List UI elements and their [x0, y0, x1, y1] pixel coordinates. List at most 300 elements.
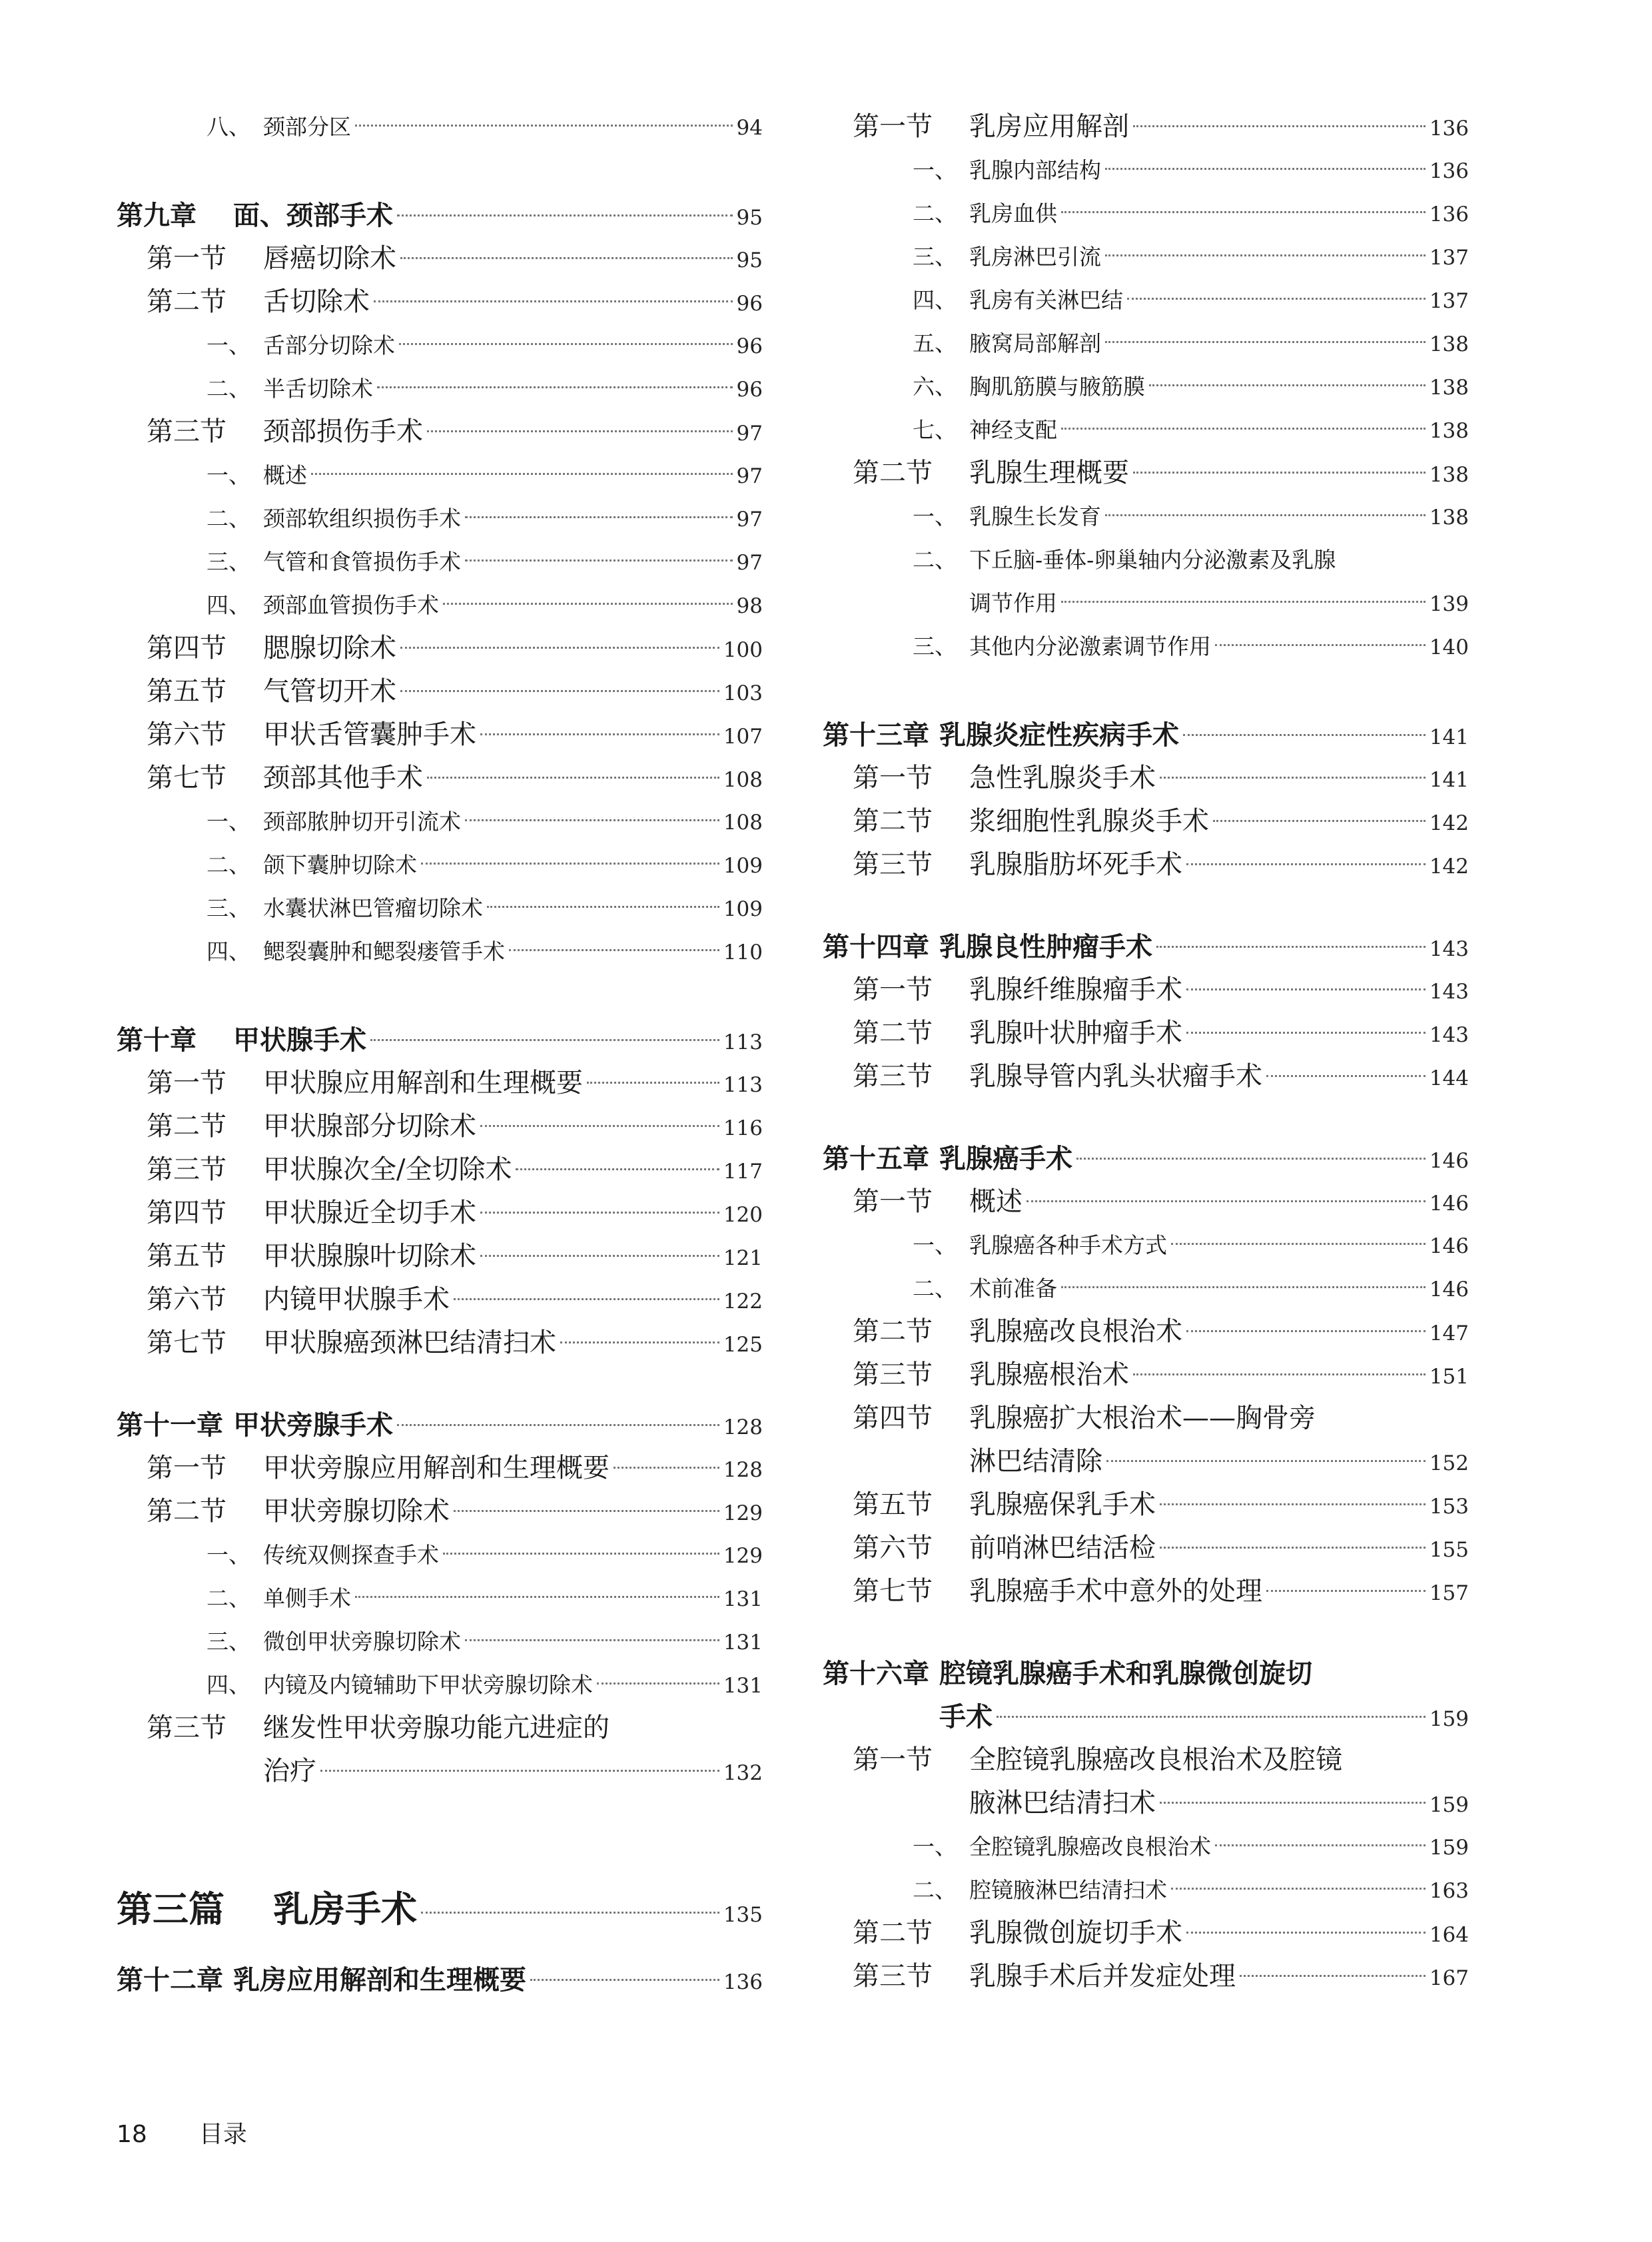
- dot-leader: [355, 1596, 719, 1598]
- toc-entry-title: 乳房有关淋巴结: [969, 287, 1123, 313]
- toc-entry-title: 乳腺良性肿瘤手术: [939, 931, 1152, 962]
- page-footer: [117, 2115, 247, 2149]
- toc-section-row: [117, 1278, 763, 1321]
- dot-leader: [1160, 1547, 1426, 1549]
- toc-section-row: [823, 800, 1469, 843]
- toc-page-number: 129: [723, 1544, 763, 1568]
- dot-leader: [587, 1082, 719, 1084]
- toc-entry-number: 第九章: [117, 200, 197, 231]
- toc-page-number: 159: [1429, 1707, 1469, 1731]
- toc-entry-title: 颌下囊肿切除术: [263, 852, 417, 878]
- toc-item-row: [823, 192, 1469, 235]
- dot-leader: [1186, 988, 1426, 990]
- toc-page-number: 164: [1429, 1923, 1469, 1947]
- dot-leader: [1105, 254, 1426, 256]
- toc-page-number: 143: [1429, 937, 1469, 961]
- toc-page-number: 125: [723, 1333, 763, 1357]
- toc-page-number: 113: [723, 1073, 763, 1097]
- toc-page-number: 167: [1429, 1966, 1469, 1990]
- toc-page-number: 159: [1429, 1793, 1469, 1817]
- dot-leader: [427, 777, 719, 779]
- toc-entry-title: 乳腺生理概要: [969, 458, 1129, 488]
- toc-entry-number: 二、: [206, 852, 250, 878]
- toc-entry-title: 舌部分切除术: [263, 332, 395, 358]
- toc-section-row: [823, 1397, 1469, 1440]
- toc-page-number: 146: [1429, 1192, 1469, 1216]
- dot-leader: [1240, 1975, 1426, 1977]
- toc-entry-title: 淋巴结清除: [969, 1446, 1102, 1477]
- toc-page-number: 141: [1429, 768, 1469, 792]
- dot-leader: [1213, 820, 1426, 822]
- toc-entry-title: 甲状腺癌颈淋巴结清扫术: [263, 1327, 556, 1358]
- toc-page-number: 107: [723, 725, 763, 749]
- toc-page-number: 146: [1429, 1149, 1469, 1173]
- toc-item-row: [823, 1267, 1469, 1310]
- dot-leader: [454, 1298, 719, 1300]
- toc-entry-number: 第三节: [147, 1712, 226, 1743]
- toc-entry-number: 一、: [913, 157, 957, 183]
- dot-leader: [516, 1168, 719, 1170]
- dot-leader: [1027, 1200, 1426, 1202]
- toc-entry-title: 乳腺癌各种手术方式: [969, 1232, 1167, 1258]
- toc-section-row: [823, 1310, 1469, 1353]
- toc-entry-number: 三、: [206, 1629, 250, 1655]
- spacer: [823, 668, 1469, 713]
- toc-page-number: 121: [723, 1246, 763, 1270]
- toc-section-row: [117, 1192, 763, 1235]
- toc-entry-title: 术前准备: [969, 1276, 1057, 1302]
- toc-entry-number: 第三节: [853, 1061, 933, 1092]
- toc-entry-number: 第十六章: [823, 1658, 929, 1689]
- dot-leader: [1105, 341, 1426, 343]
- toc-entry-number: 第二节: [147, 286, 226, 317]
- toc-item-row: [823, 278, 1469, 322]
- toc-page-number: 95: [736, 206, 763, 230]
- toc-page-number: 143: [1429, 1023, 1469, 1047]
- toc-entry-title: 概述: [263, 462, 307, 488]
- toc-item-row: [117, 887, 763, 930]
- dot-leader: [1061, 211, 1426, 213]
- toc-entry-number: 三、: [206, 549, 250, 575]
- toc-page-number: 136: [1429, 117, 1469, 141]
- toc-entry-number: 第六节: [853, 1533, 933, 1563]
- toc-entry-number: 第十三章: [823, 719, 929, 751]
- toc-entry-title: 甲状腺应用解剖和生理概要: [263, 1068, 583, 1098]
- toc-section-row: [823, 1353, 1469, 1397]
- dot-leader: [400, 257, 733, 259]
- toc-page-number: 146: [1429, 1278, 1469, 1302]
- dot-leader: [1061, 601, 1426, 603]
- toc-page-number: 131: [723, 1631, 763, 1655]
- toc-entry-title: 全腔镜乳腺癌改良根治术及腔镜: [969, 1744, 1342, 1775]
- dot-leader: [1156, 946, 1426, 948]
- toc-page-number: 153: [1429, 1495, 1469, 1519]
- toc-page-number: 157: [1429, 1581, 1469, 1605]
- toc-item-row: [117, 540, 763, 583]
- toc-entry-number: 第一节: [853, 763, 933, 793]
- dot-leader: [1215, 1844, 1426, 1846]
- toc-entry-number: 第二节: [853, 1018, 933, 1048]
- toc-page-number: 143: [1429, 980, 1469, 1004]
- toc-entry-title: 甲状腺腺叶切除术: [263, 1241, 476, 1272]
- toc-section-row: [823, 105, 1469, 149]
- toc-entry-number: 第六节: [147, 719, 226, 750]
- dot-leader: [443, 1553, 719, 1555]
- toc-column-right: [823, 105, 1469, 1998]
- toc-entry-title: 治疗: [263, 1756, 316, 1786]
- toc-page-number: 142: [1429, 811, 1469, 835]
- toc-section-row: [117, 713, 763, 757]
- toc-entry-title: 甲状腺手术: [233, 1024, 366, 1056]
- toc-entry-title: 腋窝局部解剖: [969, 330, 1101, 356]
- toc-entry-title: 微创甲状旁腺切除术: [263, 1629, 461, 1655]
- dot-leader: [480, 1125, 719, 1127]
- toc-entry-number: 一、: [913, 504, 957, 530]
- spacer: [117, 1941, 763, 1958]
- dot-leader: [1133, 1373, 1426, 1375]
- dot-leader: [1149, 384, 1426, 386]
- toc-entry-number: 第二节: [147, 1496, 226, 1527]
- toc-entry-title: 半舌切除术: [263, 376, 373, 402]
- toc-entry-number: 第五节: [147, 1241, 226, 1272]
- toc-entry-number: 第一节: [853, 1186, 933, 1217]
- toc-section-row: [823, 1483, 1469, 1527]
- toc-page-number: 96: [736, 378, 763, 402]
- dot-leader: [370, 1039, 719, 1041]
- toc-section-row: [823, 1012, 1469, 1055]
- dot-leader: [1105, 168, 1426, 170]
- toc-section-row: [117, 627, 763, 670]
- toc-entry-number: 四、: [206, 592, 250, 618]
- toc-item-row: [823, 149, 1469, 192]
- toc-page-number: 97: [736, 508, 763, 532]
- dot-leader: [400, 647, 719, 649]
- toc-entry-number: 第三节: [853, 849, 933, 880]
- toc-section-row: [117, 1447, 763, 1490]
- toc-entry-title: 腮腺切除术: [263, 633, 396, 663]
- toc-section-row: [823, 1912, 1469, 1955]
- toc-chapter-row: [117, 194, 763, 237]
- dot-leader: [480, 733, 719, 735]
- toc-section-row: [823, 1955, 1469, 1998]
- toc-entry-title: 胸肌筋膜与腋筋膜: [969, 374, 1145, 400]
- toc-entry-number: 第二节: [853, 1918, 933, 1948]
- toc-entry-number: 第七节: [147, 1327, 226, 1358]
- toc-entry-title: 乳腺癌手术中意外的处理: [969, 1576, 1262, 1607]
- toc-section-row: [117, 1062, 763, 1105]
- toc-entry-title: 甲状旁腺手术: [233, 1409, 393, 1441]
- toc-entry-number: 二、: [913, 200, 957, 226]
- toc-entry-number: 第二节: [853, 1316, 933, 1347]
- toc-item-row: [823, 1224, 1469, 1267]
- toc-entry-number: 第十二章: [117, 1964, 223, 1996]
- toc-entry-title: 乳腺癌改良根治术: [969, 1316, 1182, 1347]
- toc-page-number: 96: [736, 334, 763, 358]
- toc-entry-number: 第一节: [147, 1068, 226, 1098]
- dot-leader: [1160, 777, 1426, 779]
- spacer: [117, 149, 763, 194]
- toc-entry-title: 单侧手术: [263, 1585, 351, 1611]
- toc-item-row: [117, 1663, 763, 1706]
- toc-column-left: [117, 105, 763, 2002]
- toc-entry-title: 颈部损伤手术: [263, 416, 423, 447]
- toc-entry-title: 腔镜腋淋巴结清扫术: [969, 1877, 1167, 1903]
- toc-page-number: 97: [736, 422, 763, 446]
- toc-chapter-row: [117, 1403, 763, 1447]
- toc-page-number: 128: [723, 1415, 763, 1439]
- toc-item-row: [117, 1533, 763, 1577]
- dot-leader: [400, 690, 719, 692]
- toc-section-row: [117, 1235, 763, 1278]
- footer-page-number: 18: [117, 2121, 147, 2148]
- dot-leader: [1076, 1158, 1426, 1160]
- toc-entry-number: 第六节: [147, 1284, 226, 1315]
- dot-leader: [614, 1467, 719, 1469]
- footer-title: 目录: [199, 2121, 247, 2148]
- toc-entry-number: 四、: [206, 938, 250, 964]
- toc-chapter-row: [117, 1958, 763, 2002]
- toc-entry-title: 颈部血管损伤手术: [263, 592, 439, 618]
- toc-item-row: [823, 1825, 1469, 1868]
- toc-page-number: 109: [723, 854, 763, 878]
- toc-entry-title: 面、颈部手术: [233, 200, 393, 231]
- toc-entry-number: 一、: [913, 1834, 957, 1860]
- toc-item-row: [117, 497, 763, 540]
- toc-page-number: 117: [723, 1160, 763, 1184]
- toc-chapter-row: [117, 1018, 763, 1062]
- toc-entry-title: 颈部软组织损伤手术: [263, 506, 461, 532]
- toc-entry-title: 乳房应用解剖和生理概要: [233, 1964, 526, 1996]
- toc-entry-title: 乳房淋巴引流: [969, 244, 1101, 270]
- toc-entry-title: 乳腺纤维腺瘤手术: [969, 974, 1182, 1005]
- toc-entry-number: 第三节: [147, 416, 226, 447]
- dot-leader: [1215, 644, 1426, 646]
- toc-section-row: [823, 843, 1469, 887]
- toc-entry-title: 颈部分区: [263, 114, 351, 140]
- toc-entry-title: 乳腺癌保乳手术: [969, 1489, 1156, 1520]
- dot-leader: [427, 430, 733, 432]
- toc-page-number: 96: [736, 292, 763, 316]
- toc-page-number: 147: [1429, 1321, 1469, 1345]
- toc-item-row: [823, 625, 1469, 668]
- dot-leader: [465, 1639, 719, 1641]
- toc-entry-number: 第二节: [853, 806, 933, 837]
- dot-leader: [377, 386, 733, 388]
- toc-entry-number: 三、: [913, 633, 957, 659]
- toc-item-row: [117, 454, 763, 497]
- dot-leader: [509, 949, 719, 951]
- toc-entry-title: 浆细胞性乳腺炎手术: [969, 806, 1209, 837]
- toc-entry-number: 第三节: [853, 1359, 933, 1390]
- toc-entry-title: 内镜及内镜辅助下甲状旁腺切除术: [263, 1672, 593, 1698]
- toc-entry-title: 舌切除术: [263, 286, 370, 317]
- spacer: [823, 1098, 1469, 1137]
- dot-leader: [465, 560, 733, 561]
- toc-entry-number: 六、: [913, 374, 957, 400]
- dot-leader: [1266, 1075, 1426, 1077]
- toc-entry-number: 第七节: [853, 1576, 933, 1607]
- dot-leader: [397, 214, 733, 216]
- toc-entry-title: 乳腺内部结构: [969, 157, 1101, 183]
- toc-item-row: [823, 495, 1469, 538]
- toc-page-number: 113: [723, 1030, 763, 1054]
- toc-page-number: 138: [1429, 463, 1469, 487]
- toc-entry-title: 气管切开术: [263, 676, 396, 707]
- toc-section-row: [823, 1055, 1469, 1098]
- spacer: [117, 1365, 763, 1403]
- dot-leader: [443, 603, 733, 605]
- toc-page-number: 116: [723, 1116, 763, 1140]
- toc-item-row: [117, 324, 763, 367]
- toc-entry-title: 调节作用: [969, 590, 1057, 616]
- toc-entry-number: 七、: [913, 417, 957, 443]
- toc-page-number: 109: [723, 897, 763, 921]
- dot-leader: [320, 1770, 719, 1772]
- toc-entry-title: 颈部其他手术: [263, 763, 423, 793]
- toc-page-number: 138: [1429, 419, 1469, 443]
- toc-entry-number: 第一节: [853, 974, 933, 1005]
- toc-item-row: [117, 843, 763, 887]
- toc-entry-number: 一、: [206, 332, 250, 358]
- dot-leader: [465, 819, 719, 821]
- dot-leader: [1061, 428, 1426, 430]
- toc-page-number: 141: [1429, 725, 1469, 749]
- toc-entry-title: 乳腺微创旋切手术: [969, 1918, 1182, 1948]
- toc-entry-title: 腋淋巴结清扫术: [969, 1788, 1156, 1818]
- toc-section-row: [823, 968, 1469, 1012]
- toc-section-row: [117, 1105, 763, 1148]
- toc-section-row: [117, 280, 763, 324]
- toc-entry-title: 乳房应用解剖: [969, 111, 1129, 142]
- toc-item-row: [823, 581, 1469, 625]
- toc-item-row: [823, 1868, 1469, 1912]
- dot-leader: [399, 343, 733, 345]
- dot-leader: [421, 863, 719, 865]
- toc-entry-number: 第十四章: [823, 931, 929, 962]
- toc-section-row: [823, 1527, 1469, 1570]
- dot-leader: [1186, 1330, 1426, 1332]
- toc-page-number: 137: [1429, 289, 1469, 313]
- toc-page-number: 136: [723, 1970, 763, 1994]
- toc-page-number: 122: [723, 1290, 763, 1313]
- toc-entry-number: 第七节: [147, 763, 226, 793]
- toc-entry-title: 乳房血供: [969, 200, 1057, 226]
- toc-entry-number: 八、: [206, 114, 250, 140]
- toc-page-number: 108: [723, 811, 763, 835]
- toc-entry-title: 乳腺癌手术: [939, 1143, 1072, 1174]
- toc-chapter-row: [823, 925, 1469, 968]
- toc-entry-title: 前哨淋巴结活检: [969, 1533, 1156, 1563]
- toc-section-row: [823, 757, 1469, 800]
- toc-entry-title: 乳腺生长发育: [969, 504, 1101, 530]
- dot-leader: [1133, 472, 1426, 474]
- toc-page-number: 142: [1429, 855, 1469, 879]
- toc-entry-number: 四、: [206, 1672, 250, 1698]
- toc-entry-number: 第三篇: [117, 1888, 224, 1930]
- toc-entry-title: 鳃裂囊肿和鳃裂瘘管手术: [263, 938, 505, 964]
- toc-entry-number: 一、: [206, 809, 250, 835]
- toc-entry-title: 乳腺手术后并发症处理: [969, 1961, 1236, 1992]
- dot-leader: [1266, 1590, 1426, 1592]
- spacer: [823, 887, 1469, 925]
- toc-page-number: 100: [723, 638, 763, 662]
- dot-leader: [1186, 1932, 1426, 1934]
- toc-page-number: 94: [736, 116, 763, 140]
- toc-entry-number: 三、: [913, 244, 957, 270]
- toc-section-row: [823, 1570, 1469, 1613]
- toc-page-number: 120: [723, 1203, 763, 1227]
- dot-leader: [397, 1424, 719, 1426]
- dot-leader: [480, 1255, 719, 1257]
- toc-item-row: [823, 408, 1469, 452]
- toc-section-row: [823, 1738, 1469, 1782]
- toc-page-number: 97: [736, 551, 763, 575]
- dot-leader: [1171, 1243, 1426, 1245]
- toc-page-number: 129: [723, 1501, 763, 1525]
- toc-entry-title: 乳腺导管内乳头状瘤手术: [969, 1061, 1262, 1092]
- toc-page-number: 136: [1429, 202, 1469, 226]
- toc-section-row: [117, 237, 763, 280]
- toc-entry-number: 第十五章: [823, 1143, 929, 1174]
- toc-page-number: 98: [736, 594, 763, 618]
- toc-page-number: 135: [723, 1903, 763, 1927]
- toc-section-row: [117, 757, 763, 800]
- toc-entry-number: 第一节: [853, 111, 933, 142]
- toc-item-row: [117, 1620, 763, 1663]
- toc-page-number: 136: [1429, 159, 1469, 183]
- toc-page-number: 155: [1429, 1538, 1469, 1562]
- toc-entry-number: 三、: [206, 895, 250, 921]
- toc-entry-number: 第十章: [117, 1024, 197, 1056]
- spacer: [117, 1793, 763, 1877]
- toc-entry-title: 乳腺癌根治术: [969, 1359, 1129, 1390]
- toc-page-number: 159: [1429, 1836, 1469, 1860]
- dot-leader: [421, 1912, 719, 1914]
- toc-item-row: [823, 235, 1469, 278]
- toc-entry-number: 第三节: [853, 1961, 933, 1992]
- toc-page-number: 131: [723, 1587, 763, 1611]
- toc-entry-title: 下丘脑-垂体-卵巢轴内分泌激素及乳腺: [969, 547, 1336, 573]
- dot-leader: [1183, 734, 1426, 736]
- spacer: [117, 973, 763, 1018]
- toc-section-row: [823, 452, 1469, 495]
- toc-entry-number: 第一节: [853, 1744, 933, 1775]
- toc-entry-title: 乳腺叶状肿瘤手术: [969, 1018, 1182, 1048]
- toc-entry-number: 第四节: [147, 633, 226, 663]
- toc-section-row: [823, 1440, 1469, 1483]
- toc-item-row: [117, 367, 763, 410]
- dot-leader: [355, 125, 733, 127]
- toc-entry-title: 乳腺炎症性疾病手术: [939, 719, 1179, 751]
- toc-page-number: 137: [1429, 246, 1469, 270]
- toc-entry-title: 传统双侧探查手术: [263, 1542, 439, 1568]
- toc-section-row: [117, 1750, 763, 1793]
- toc-entry-title: 甲状腺近全切手术: [263, 1198, 476, 1228]
- toc-section-row: [117, 1321, 763, 1365]
- toc-chapter-row: [823, 1652, 1469, 1695]
- dot-leader: [480, 1212, 719, 1214]
- toc-page-number: 151: [1429, 1365, 1469, 1389]
- toc-item-row: [117, 800, 763, 843]
- toc-item-row: [117, 930, 763, 973]
- toc-entry-title: 颈部脓肿切开引流术: [263, 809, 461, 835]
- dot-leader: [465, 516, 733, 518]
- toc-entry-title: 乳腺脂肪坏死手术: [969, 849, 1182, 880]
- toc-entry-number: 二、: [913, 547, 957, 573]
- toc-entry-number: 第四节: [147, 1198, 226, 1228]
- toc-entry-title: 甲状旁腺应用解剖和生理概要: [263, 1453, 610, 1483]
- toc-entry-title: 内镜甲状腺手术: [263, 1284, 450, 1315]
